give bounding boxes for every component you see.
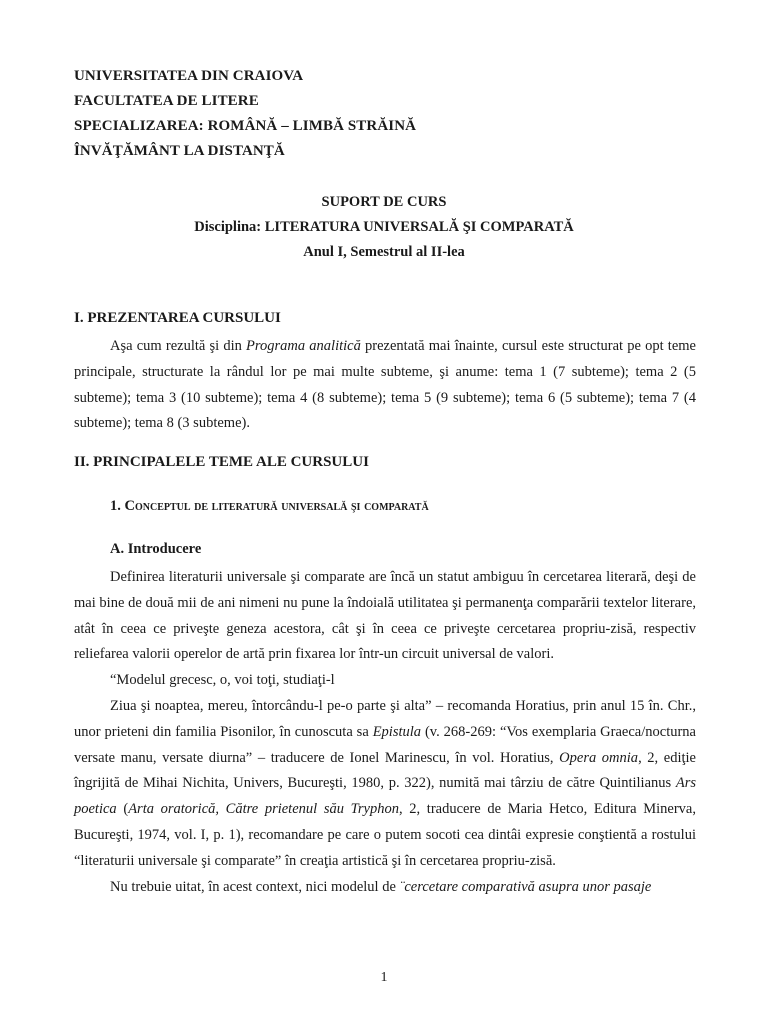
paragraph-horatius: Ziua şi noaptea, mereu, întorcându-l pe-o parte şi alta” – recomanda Horatius, prin anul 15 în. Chr., unor prieteni din familia Pisonilor, în cunoscuta sa Epistula (v. 268-269: “Vos exemplaria Graeca/nocturna versate manu, versate diurna” – traducere de Ionel Marinescu, în vol. Horatius, Opera omnia, 2, ediţie îngrijită de Mihai Nichita, Univers, Bucureşti, 1980, p. 322), numită mai târziu de către Quintilianus Ars poetica (Arta oratorică, Către prietenul său Tryphon, 2, traducere de Maria Hetco, Editura Minerva, Bucureşti, 1974, vol. I, p. 1), recomandare pe care o putem socoti cea dintâi expresie conştientă a rostului “literaturii universale şi comparate” în creaţia artistică şi în cercetarea propriu-zisă.	[74, 697, 696, 869]
university-name: UNIVERSITATEA DIN CRAIOVA	[74, 68, 304, 84]
paragraph-definition: Definirea literaturii universale şi comparate are încă un statut ambiguu în cercetarea literară, deşi de mai bine de două mii de ani nimeni nu pune la îndoială utilitatea şi permanenţa comparării textelor literare, atât în ceea ce priveşte geneza acestora, cât şi în ceea ce priveşte cercetarea propriu-zisă, respectiv reliefarea valorii operelor de artă prin fixarea lor într-un circuit universal de valori.	[74, 569, 696, 663]
section-heading-themes: II. PRINCIPALELE TEME ALE CURSULUI	[74, 454, 369, 470]
discipline-title: Disciplina: LITERATURA UNIVERSALĂ ŞI COMPARATĂ	[194, 219, 574, 235]
year-semester: Anul I, Semestrul al II-lea	[303, 244, 465, 260]
presentation-paragraph: Aşa cum rezultă şi din Programa analitică prezentată mai înainte, cursul este structurat pe opt teme principale, structurate la rândul lor pe mai multe subteme, şi anume: tema 1 (7 subteme); tema 2 (5 subteme); tema 3 (10 subteme); tema 4 (8 subteme); tema 5 (9 subteme); tema 6 (5 subteme); tema 7 (4 subteme); tema 8 (3 subteme).	[74, 338, 696, 432]
page-number: 1	[380, 970, 388, 985]
paragraph-context: Nu trebuie uitat, în acest context, nici modelul de ¨cercetare comparativă asupra unor pasaje	[110, 878, 652, 895]
course-support-title: SUPORT DE CURS	[321, 194, 447, 210]
study-mode: ÎNVĂŢĂMÂNT LA DISTANŢĂ	[74, 143, 285, 159]
faculty-name: FACULTATEA DE LITERE	[74, 93, 259, 109]
introduction-body	[74, 565, 696, 900]
specialization: SPECIALIZAREA: ROMÂNĂ – LIMBĂ STRĂINĂ	[74, 118, 417, 134]
topic-heading: 1. Conceptul de literatură universală şi comparată	[110, 498, 429, 514]
introduction-heading: A. Introducere	[110, 541, 202, 557]
section-heading-presentation: I. PREZENTAREA CURSULUI	[74, 310, 281, 326]
paragraph-quote: “Modelul grecesc, o, voi toţi, studiaţi-l	[110, 672, 335, 689]
